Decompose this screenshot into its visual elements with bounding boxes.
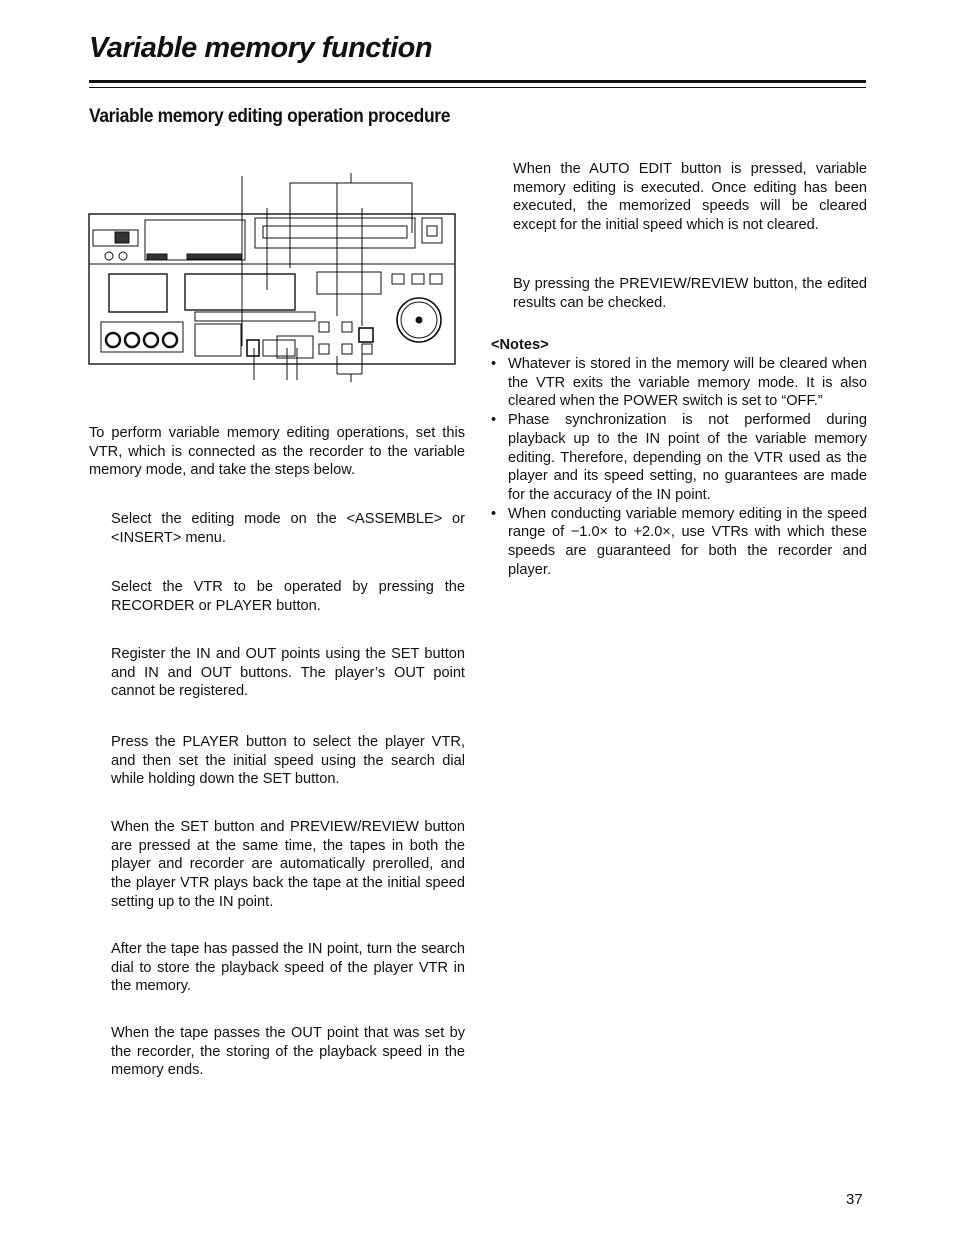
note-item: [491, 411, 867, 505]
title-rule: [89, 80, 866, 83]
note-item: [491, 355, 867, 411]
title-rule-thin: [89, 87, 866, 88]
step-7: When the tape passes the OUT point that was set by the recorder, the storing of the playback speed in the memory ends.: [111, 1025, 465, 1079]
bullet-marker: •: [491, 412, 497, 429]
step-1: Select the editing mode on the <ASSEMBLE> or <INSERT> menu.: [111, 511, 465, 546]
step-2: Select the VTR to be operated by pressing the RECORDER or PLAYER button.: [111, 579, 465, 614]
preview-review-paragraph: By pressing the PREVIEW/REVIEW button, the edited results can be checked.: [513, 276, 867, 311]
step-6: After the tape has passed the IN point, turn the search dial to store the playback speed of the player VTR in the memory.: [111, 941, 465, 995]
section-heading: Variable memory editing operation procedure: [89, 106, 451, 127]
auto-edit-paragraph: When the AUTO EDIT button is pressed, variable memory editing is executed. Once editing has been executed, the memorized speeds will be cleared except for the initial speed which is not cleared.: [513, 161, 867, 234]
vtr-front-panel-figure: [87, 168, 467, 388]
notes-list: [491, 355, 867, 579]
note-text: Whatever is stored in the memory will be cleared when the VTR exits the variable memory mode. It is also cleared when the POWER switch is set to “OFF.”: [508, 356, 867, 410]
step-4: Press the PLAYER button to select the player VTR, and then set the initial speed using the search dial while holding down the SET button.: [111, 734, 465, 788]
notes-heading: <Notes>: [491, 337, 549, 353]
bullet-marker: •: [491, 356, 497, 372]
page-number: 37: [846, 1191, 863, 1208]
note-text: When conducting variable memory editing in the speed range of −1.0× to +2.0×, use VTRs with which these speeds are guaranteed for both the recorder and player.: [508, 505, 867, 578]
step-3: Register the IN and OUT points using the SET button and IN and OUT buttons. The player’s OUT point cannot be registered.: [111, 646, 465, 700]
note-text: Phase synchronization is not performed during playback up to the IN point of the variable memory editing. Therefore, depending on the VTR used as the player and its speed setting, no guarantees are made for the accuracy of the IN point.: [508, 412, 867, 503]
bullet-marker: •: [491, 505, 497, 522]
note-item: [491, 505, 867, 580]
intro-paragraph: To perform variable memory editing operations, set this VTR, which is connected as the recorder to the variable memory mode, and take the steps below.: [89, 425, 465, 479]
page-title: Variable memory function: [89, 32, 433, 64]
step-5: When the SET button and PREVIEW/REVIEW button are pressed at the same time, the tapes in both the player and recorder are automatically prerolled, and the player VTR plays back the tape at the initial speed setting up to the IN point.: [111, 819, 465, 910]
